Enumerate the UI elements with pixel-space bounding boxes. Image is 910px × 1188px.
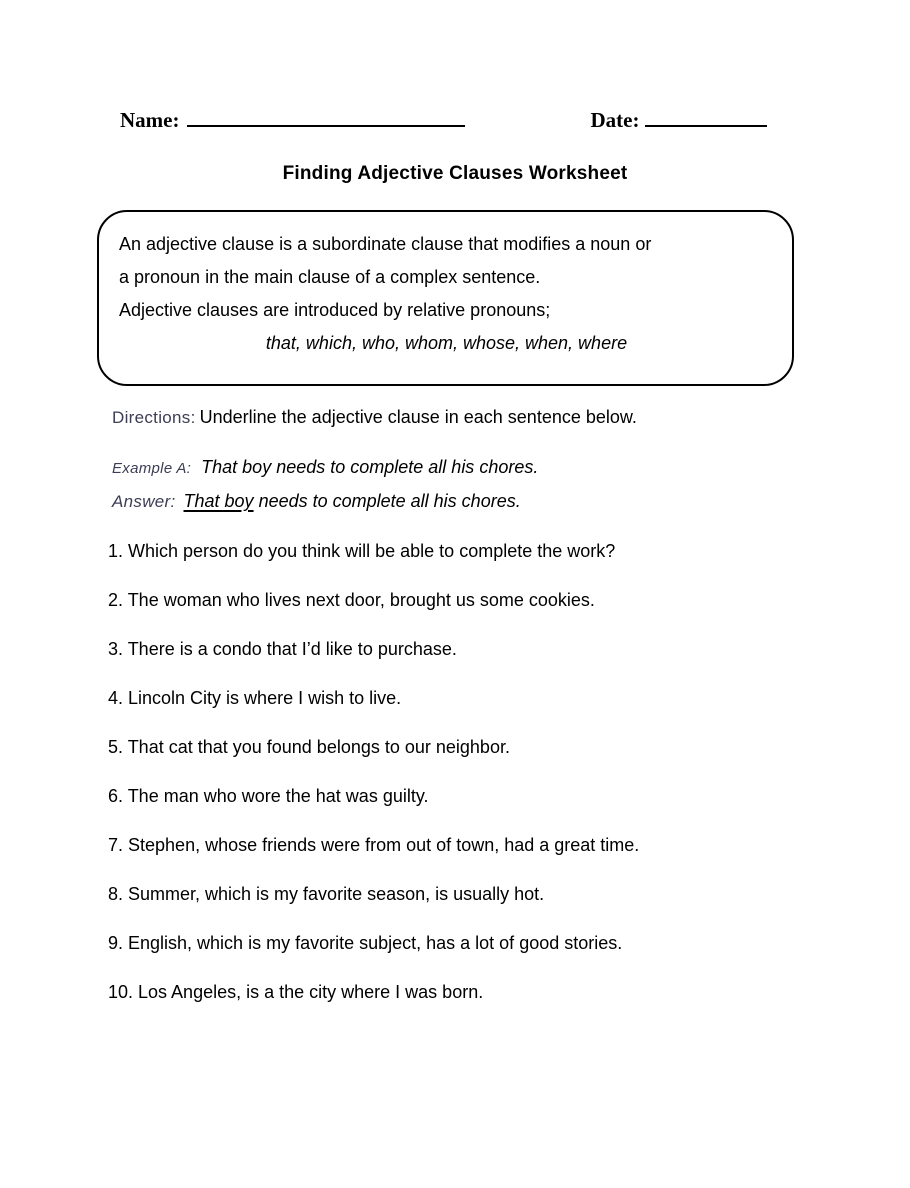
sentence-item: 9. English, which is my favorite subject, has a lot of good stories. xyxy=(108,933,623,953)
sentence-item: 4. Lincoln City is where I wish to live. xyxy=(108,688,402,708)
answer-underlined-clause: That boy xyxy=(183,491,254,511)
definition-box xyxy=(97,210,794,386)
relative-pronouns-list: that, which, who, whom, whose, when, where xyxy=(265,333,628,353)
sentence-item: 5. That cat that you found belongs to our neighbor. xyxy=(108,737,510,757)
sentence-item: 1. Which person do you think will be able to complete the work? xyxy=(108,541,616,561)
directions-label: Directions: xyxy=(112,408,196,427)
definition-line: An adjective clause is a subordinate clause that modifies a noun or xyxy=(119,234,652,254)
sentence-item: 7. Stephen, whose friends were from out of town, had a great time. xyxy=(108,835,640,855)
example-row xyxy=(112,457,538,478)
page-title: Finding Adjective Clauses Worksheet xyxy=(282,163,628,184)
example-label: Example A: xyxy=(112,460,192,477)
sentence-item: 8. Summer, which is my favorite season, is usually hot. xyxy=(108,884,545,904)
sentence-item: 3. There is a condo that I’d like to purchase. xyxy=(108,639,457,659)
definition-line: Adjective clauses are introduced by relative pronouns; xyxy=(119,300,551,320)
answer-row xyxy=(112,491,521,512)
sentence-item: 2. The woman who lives next door, brought us some cookies. xyxy=(108,590,595,610)
definition-line: a pronoun in the main clause of a complex sentence. xyxy=(119,267,541,287)
name-label: Name: xyxy=(120,108,180,132)
sentence-item: 6. The man who wore the hat was guilty. xyxy=(108,786,429,806)
sentence-list xyxy=(108,540,639,1030)
name-blank-line xyxy=(187,105,465,127)
sentence-item: 10. Los Angeles, is a the city where I was born. xyxy=(108,982,484,1002)
directions-text: Underline the adjective clause in each sentence below. xyxy=(199,407,637,427)
answer-rest: needs to complete all his chores. xyxy=(253,491,521,511)
date-label: Date: xyxy=(590,108,640,132)
answer-label: Answer: xyxy=(112,492,176,511)
date-blank-line xyxy=(645,105,767,127)
header-row xyxy=(120,105,790,133)
answer-text xyxy=(184,491,521,511)
directions-row xyxy=(112,407,637,428)
example-text: That boy needs to complete all his chores. xyxy=(201,457,539,477)
